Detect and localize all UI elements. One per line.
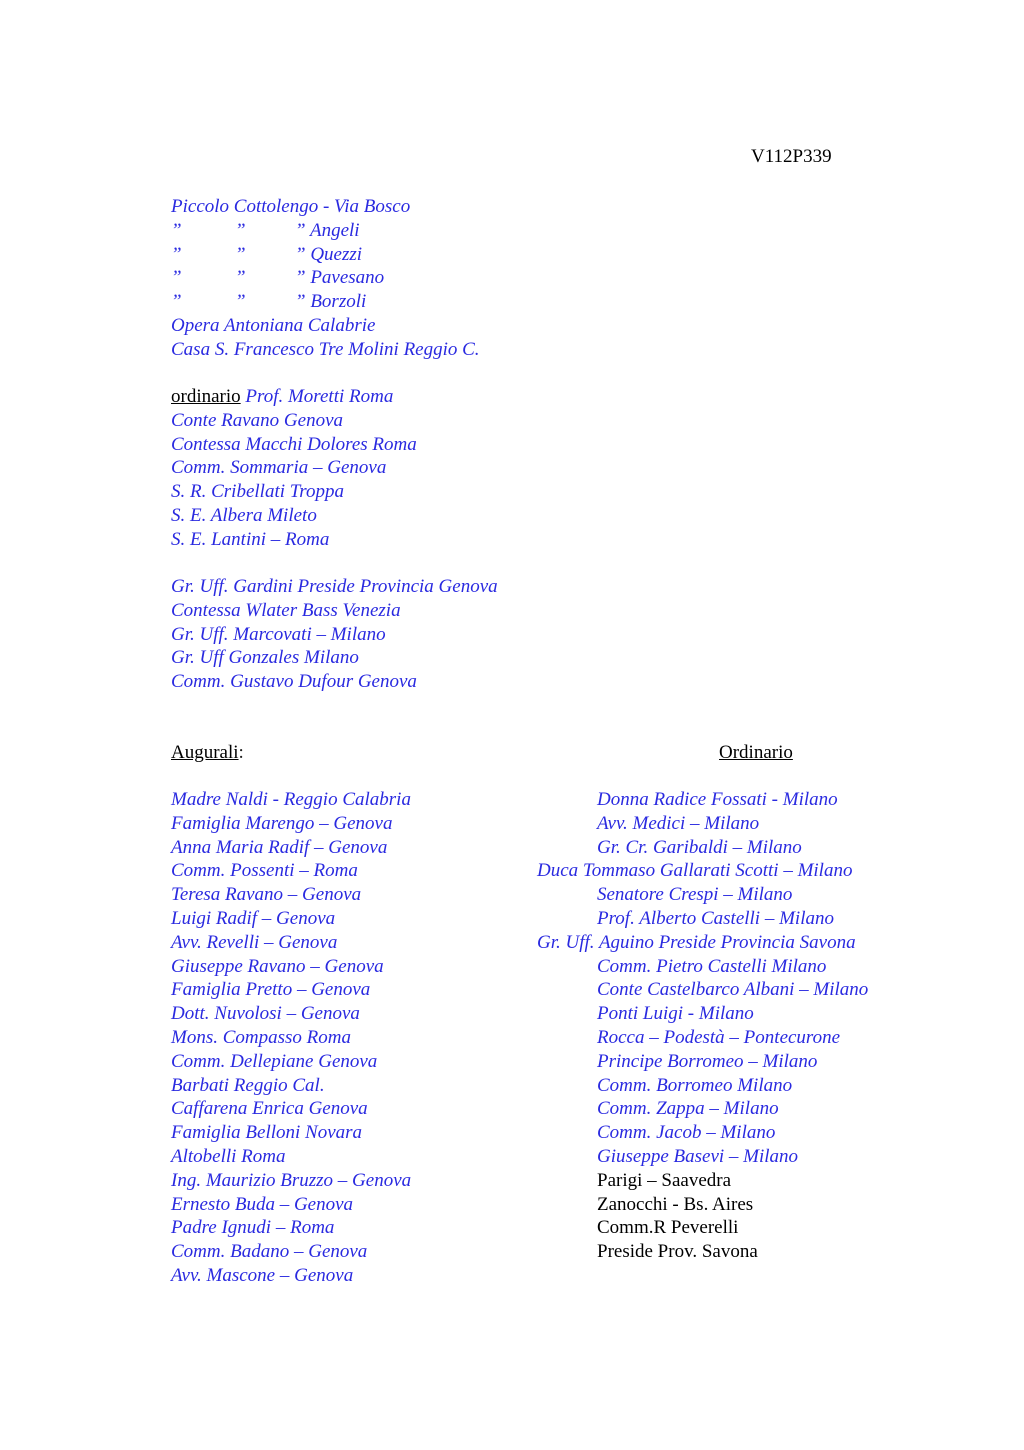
ditto-mark: ” [171, 267, 182, 289]
list-item: S. R. Cribellati Troppa [171, 481, 344, 503]
augurali-list-item: Famiglia Pretto – Genova [171, 979, 371, 1001]
ordinario-list-item [0, 1050, 1024, 1074]
ordinario-list-item [0, 955, 1024, 979]
list-item: Gr. Uff. Marcovati – Milano [171, 623, 386, 645]
ordinario-list-item [0, 978, 1024, 1002]
list-item: Piccolo Cottolengo - Via Bosco [171, 196, 411, 217]
list-item [171, 266, 480, 290]
augurali-list-item: Altobelli Roma [171, 1145, 286, 1167]
ordinario-list-item [0, 931, 1024, 955]
ordinario-heading [719, 741, 793, 765]
ordinario-list-item [0, 1193, 1024, 1217]
augurali-list-item: Avv. Mascone – Genova [171, 1264, 354, 1286]
ditto-mark: ” [235, 243, 246, 265]
ditto-mark: ” [235, 219, 246, 241]
list-item-text: ” Quezzi [295, 243, 363, 265]
block-istituti [171, 195, 480, 362]
list-item: Contessa Wlater Bass Venezia [171, 599, 401, 621]
list-item: Gr. Uff Gonzales Milano [171, 647, 359, 669]
ordinario-list-item [0, 883, 1024, 907]
augurali-list-item: Caffarena Enrica Genova [171, 1098, 368, 1120]
augurali-list-item: Avv. Revelli – Genova [171, 931, 338, 953]
ordinario-list-item-text: Avv. Medici – Milano [597, 812, 760, 834]
ordinario-list-item-text: Comm. Pietro Castelli Milano [597, 955, 827, 977]
ordinario-list-item [0, 812, 1024, 836]
ditto-mark: ” [171, 291, 182, 313]
ordinario-label: ordinario [171, 386, 241, 407]
list-item-text: ” Pavesano [295, 267, 385, 289]
list-item: Contessa Macchi Dolores Roma [171, 433, 417, 455]
ordinario-list-item [0, 836, 1024, 860]
list-item: Opera Antoniana Calabrie [171, 314, 376, 336]
list-item: S. E. Albera Mileto [171, 504, 317, 526]
augurali-list-item: Comm. Dellepiane Genova [171, 1050, 378, 1072]
augurali-heading-text: Augurali [171, 742, 239, 763]
ordinario-list-item-text: Duca Tommaso Gallarati Scotti – Milano [537, 860, 853, 882]
augurali-list-item: Ing. Maurizio Bruzzo – Genova [171, 1169, 412, 1191]
ditto-mark: ” [235, 267, 246, 289]
ordinario-heading-text: Ordinario [719, 742, 793, 763]
augurali-list-item: Dott. Nuvolosi – Genova [171, 1003, 360, 1025]
ordinario-list-item-text: Comm. Zappa – Milano [597, 1098, 779, 1120]
ordinario-list-item [0, 1002, 1024, 1026]
augurali-list-item: Teresa Ravano – Genova [171, 884, 362, 906]
ordinario-list-item-text: Gr. Uff. Aguino Preside Provincia Savona [537, 931, 856, 953]
ordinario-list-item [0, 1169, 1024, 1193]
augurali-heading [171, 741, 244, 765]
ordinario-list-item-text: Conte Castelbarco Albani – Milano [597, 979, 869, 1001]
ordinario-list-item-text: Senatore Crespi – Milano [597, 884, 793, 906]
block-dignitari [171, 575, 498, 694]
augurali-list-item: Luigi Radif – Genova [171, 907, 336, 929]
ordinario-list-item [0, 859, 1024, 883]
augurali-list-item: Barbati Reggio Cal. [171, 1074, 325, 1096]
augurali-list-item: Ernesto Buda – Genova [171, 1193, 354, 1215]
list-item: Gr. Uff. Gardini Preside Provincia Genova [171, 576, 498, 597]
augurali-list-item: Famiglia Belloni Novara [171, 1122, 363, 1144]
list-item: S. E. Lantini – Roma [171, 528, 330, 550]
ditto-mark: ” [171, 243, 182, 265]
ordinario-list-item [0, 1026, 1024, 1050]
ordinario-list-item-text: Comm.R Peverelli [597, 1217, 739, 1239]
ordinario-list-item-text: Parigi – Saavedra [597, 1169, 732, 1191]
ordinario-list-item-text: Giuseppe Basevi – Milano [597, 1145, 799, 1167]
ordinario-list-item-text: Rocca – Podestà – Pontecurone [597, 1026, 841, 1048]
list-item-text: Prof. Moretti Roma [240, 386, 394, 407]
ordinario-list-item [0, 1145, 1024, 1169]
list-item [171, 243, 480, 267]
list-item-text: ” Angeli [295, 219, 360, 241]
ordinario-list-item [0, 1097, 1024, 1121]
ditto-mark: ” [235, 291, 246, 313]
ordinario-list [0, 788, 1024, 1264]
augurali-list-item: Anna Maria Radif – Genova [171, 836, 388, 858]
list-item [171, 385, 417, 409]
ordinario-list-item [0, 1240, 1024, 1264]
ordinario-list-item-text: Principe Borromeo – Milano [597, 1050, 818, 1072]
ordinario-list-item-text: Preside Prov. Savona [597, 1241, 758, 1263]
ordinario-list-item-text: Comm. Borromeo Milano [597, 1074, 793, 1096]
ordinario-list-item-text: Gr. Cr. Garibaldi – Milano [597, 836, 802, 858]
augurali-list-item: Comm. Possenti – Roma [171, 860, 358, 882]
list-item [171, 219, 480, 243]
augurali-list-item: Comm. Badano – Genova [171, 1241, 368, 1263]
augurali-list-item: Giuseppe Ravano – Genova [171, 955, 384, 977]
ordinario-list-item-text: Zanocchi - Bs. Aires [597, 1193, 754, 1215]
augurali-list-item: Famiglia Marengo – Genova [171, 812, 393, 834]
list-item: Comm. Gustavo Dufour Genova [171, 671, 417, 693]
block-ordinario [171, 385, 417, 552]
augurali-list-item: Padre Ignudi – Roma [171, 1217, 335, 1239]
document-code: V112P339 [751, 146, 832, 167]
augurali-heading-colon: : [238, 742, 244, 763]
list-item [171, 290, 480, 314]
ordinario-list-item-text: Donna Radice Fossati - Milano [597, 789, 838, 810]
ordinario-list-item [0, 907, 1024, 931]
ordinario-list-item-text: Ponti Luigi - Milano [597, 1003, 754, 1025]
augurali-list-item: Madre Naldi - Reggio Calabria [171, 789, 411, 810]
augurali-list-item: Mons. Compasso Roma [171, 1026, 351, 1048]
list-item-text: ” Borzoli [295, 291, 367, 313]
ordinario-list-item [0, 788, 1024, 812]
list-item: Conte Ravano Genova [171, 409, 344, 431]
ordinario-list-item [0, 1074, 1024, 1098]
ordinario-list-item-text: Prof. Alberto Castelli – Milano [597, 907, 834, 929]
list-item: Comm. Sommaria – Genova [171, 457, 387, 479]
ordinario-list-item [0, 1216, 1024, 1240]
ditto-mark: ” [171, 219, 182, 241]
ordinario-list-item [0, 1121, 1024, 1145]
list-item: Casa S. Francesco Tre Molini Reggio C. [171, 338, 480, 360]
ordinario-list-item-text: Comm. Jacob – Milano [597, 1122, 776, 1144]
